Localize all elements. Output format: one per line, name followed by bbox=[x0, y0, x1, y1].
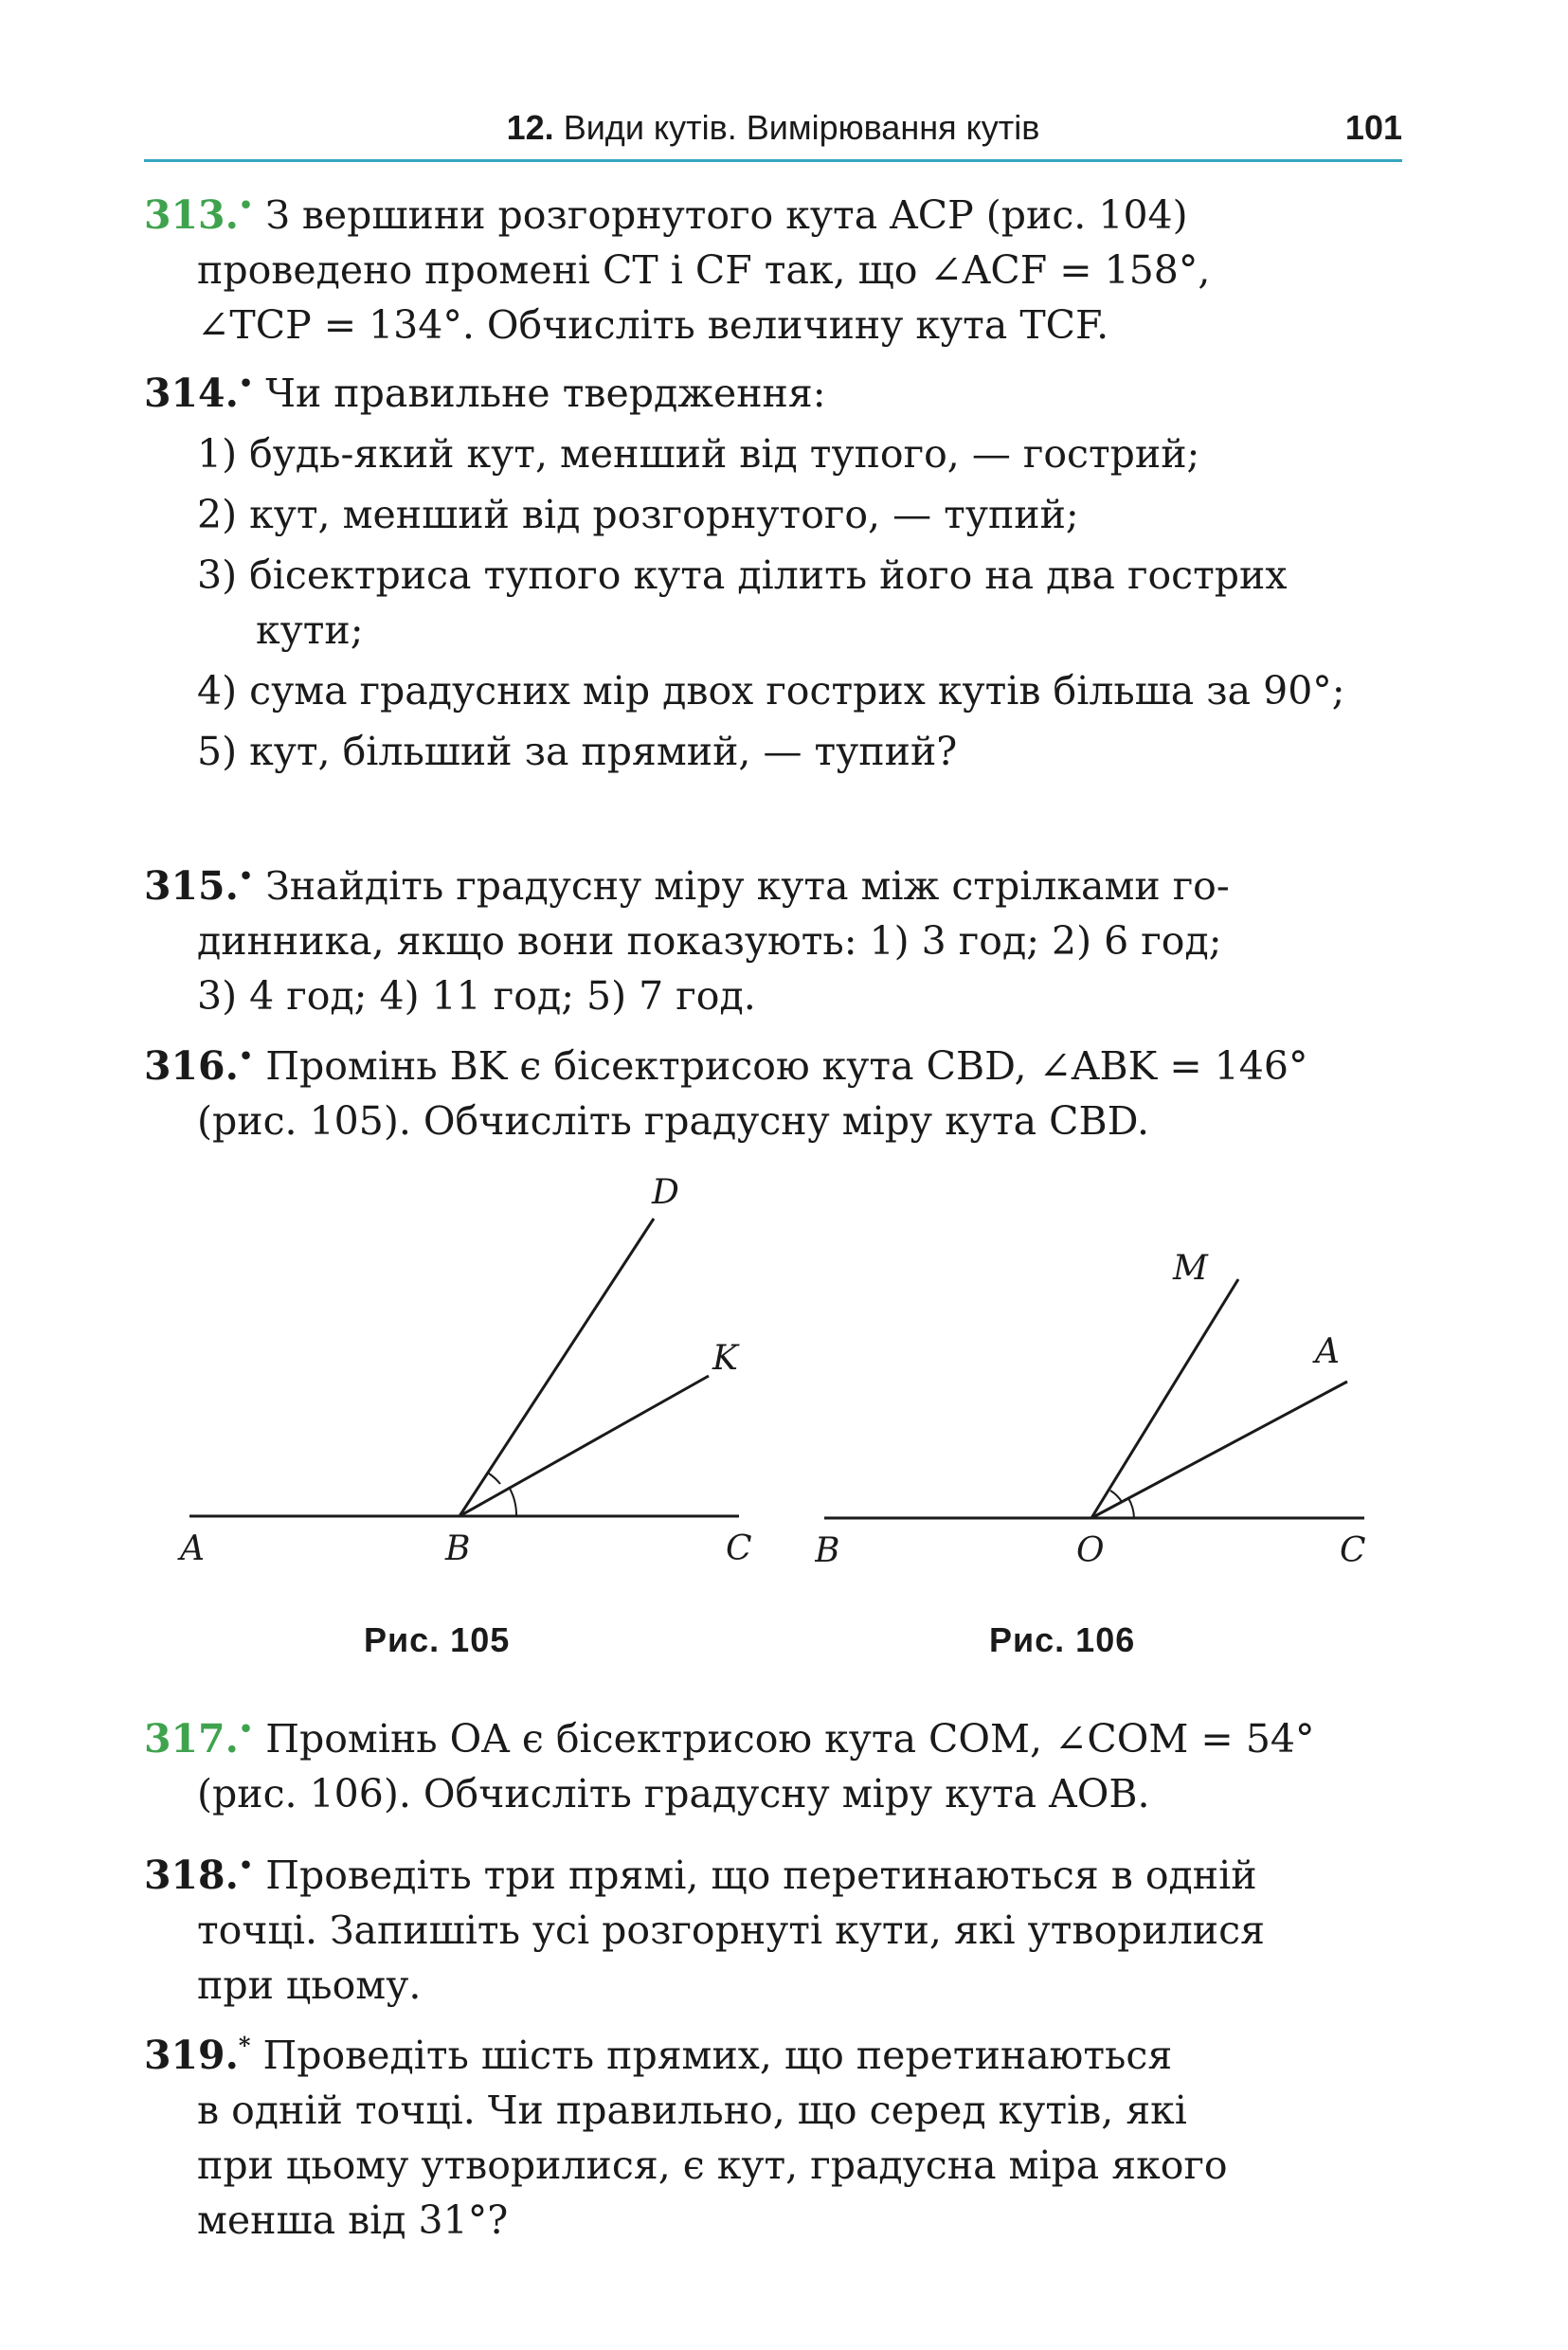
angle-arc-AOM bbox=[1110, 1491, 1122, 1502]
list-item: 2) кут, менший від розгорнутого, — тупий; bbox=[197, 492, 1079, 537]
problem-315-line3: 3) 4 год; 4) 11 год; 5) 7 год. bbox=[197, 973, 756, 1019]
label-C: C bbox=[1340, 1531, 1366, 1570]
list-item: 5) кут, більший за прямий, — тупий? bbox=[197, 729, 958, 774]
problem-319-line2: в одній точці. Чи правильно, що серед кутів, які bbox=[197, 2088, 1187, 2133]
problem-313-line3: ∠TCP = 134°. Обчисліть величину кута TCF. bbox=[197, 302, 1109, 348]
problem-319-line4: менша від 31°? bbox=[197, 2197, 509, 2243]
figure-106 bbox=[815, 1166, 1402, 1696]
problem-315-line2: динника, якщо вони показують: 1) 3 год; 2) 6 год; bbox=[197, 918, 1222, 964]
problem-318-line3: при цьому. bbox=[197, 1962, 422, 2008]
problem-318-number: 318.• bbox=[144, 1852, 254, 1898]
list-item: 4) сума градусних мір двох гострих кутів більша за 90°; bbox=[197, 668, 1345, 714]
label-B: B bbox=[815, 1531, 840, 1570]
problem-314-intro: 314.• Чи правильне твердження: bbox=[144, 370, 826, 416]
problem-318-line2: точці. Запишіть усі розгорнуті кути, які утворилися bbox=[197, 1907, 1265, 1953]
problem-316 bbox=[144, 1039, 1402, 1148]
figure-106-caption: Рис. 106 bbox=[989, 1620, 1136, 1659]
label-K: K bbox=[712, 1339, 738, 1378]
problem-318-line1: 318.• Проведіть три прямі, що перетинаються в одній bbox=[144, 1852, 1257, 1898]
problem-319-line1: 319.* Проведіть шість прямих, що перетинаються bbox=[144, 2032, 1173, 2078]
problem-314-number: 314.• bbox=[144, 370, 254, 416]
figure-105-caption: Рис. 105 bbox=[364, 1620, 511, 1659]
figure-105 bbox=[161, 1166, 767, 1696]
problem-314 bbox=[144, 366, 1402, 779]
label-A: A bbox=[1315, 1332, 1340, 1371]
angle-arc-KBD bbox=[489, 1473, 500, 1484]
ray-BD bbox=[460, 1219, 654, 1516]
problem-318 bbox=[144, 1848, 1402, 2013]
page-number: 101 bbox=[1344, 108, 1402, 147]
problem-317-number: 317.• bbox=[144, 1715, 254, 1762]
label-O: O bbox=[1076, 1531, 1105, 1570]
section-title: 12. Види кутів. Вимірювання кутів bbox=[506, 108, 1040, 147]
problem-313 bbox=[144, 188, 1402, 352]
problem-315 bbox=[144, 859, 1402, 1023]
problem-313-line1: 313.• З вершини розгорнутого кута ACP (рис. 104) bbox=[144, 191, 1188, 238]
problem-317-line2: (рис. 106). Обчисліть градусну міру кута AOB. bbox=[197, 1771, 1150, 1817]
list-item: 1) будь-який кут, менший від тупого, — гострий; bbox=[197, 431, 1200, 477]
ray-BK bbox=[460, 1376, 709, 1516]
problem-317-line1: 317.• Промінь OA є бісектрисою кута COM, ∠COM = 54° bbox=[144, 1715, 1315, 1762]
problem-316-line2: (рис. 105). Обчисліть градусну міру кута CBD. bbox=[197, 1098, 1150, 1144]
angle-arc-COA bbox=[1128, 1498, 1134, 1518]
label-M: M bbox=[1173, 1249, 1208, 1288]
ray-OA bbox=[1091, 1382, 1347, 1518]
problem-316-line1: 316.• Промінь BK є бісектрисою кута CBD, ∠ABK = 146° bbox=[144, 1042, 1308, 1089]
problem-315-line1: 315.• Знайдіть градусну міру кута між стрілками го- bbox=[144, 862, 1230, 909]
problem-319 bbox=[144, 2028, 1402, 2248]
label-B: B bbox=[445, 1529, 471, 1568]
problem-319-number: 319.* bbox=[144, 2032, 251, 2078]
problem-319-line3: при цьому утворилися, є кут, градусна міра якого bbox=[197, 2142, 1228, 2188]
problem-316-number: 316.• bbox=[144, 1042, 254, 1089]
problem-315-number: 315.• bbox=[144, 862, 254, 909]
label-A: A bbox=[180, 1529, 205, 1568]
problem-317 bbox=[144, 1711, 1402, 1821]
list-item: 3) бісектриса тупого кута ділить його на два гострих кути; bbox=[197, 552, 1288, 653]
ray-OM bbox=[1091, 1279, 1238, 1518]
label-C: C bbox=[726, 1529, 752, 1568]
page-header bbox=[144, 102, 1402, 161]
figure-105-diagram bbox=[161, 1166, 767, 1573]
figure-106-diagram bbox=[815, 1166, 1402, 1573]
problem-313-line2: проведено промені CT і CF так, що ∠ACF = 158°, bbox=[197, 247, 1211, 293]
header-divider bbox=[144, 159, 1402, 162]
label-D: D bbox=[652, 1173, 679, 1212]
angle-arc-CBK bbox=[509, 1487, 516, 1516]
problem-313-number: 313.• bbox=[144, 191, 254, 238]
